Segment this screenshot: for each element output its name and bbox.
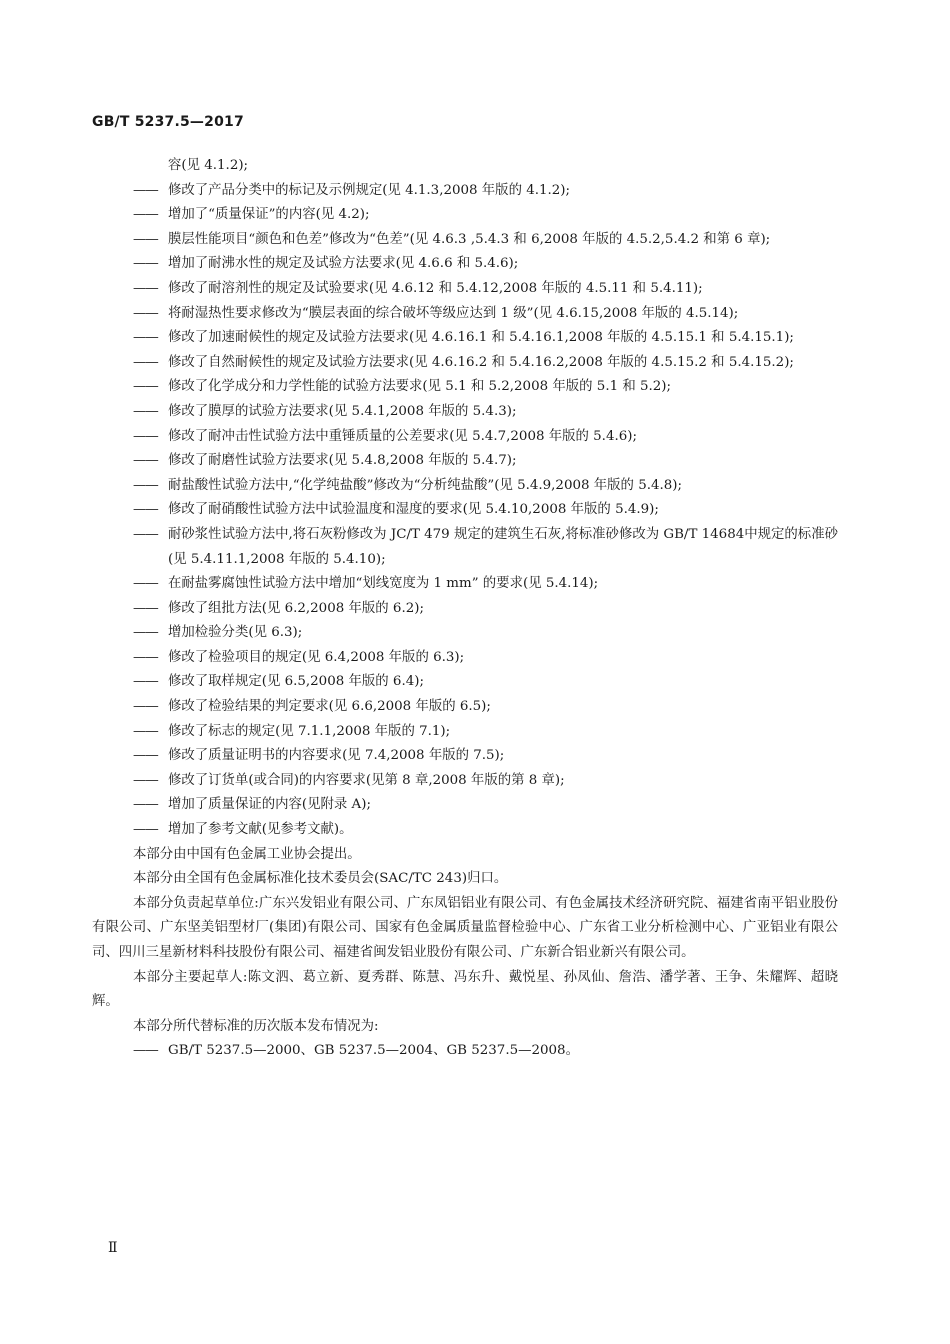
- dash-mark: ——: [133, 403, 158, 419]
- change-item: [133, 670, 838, 695]
- change-item: [133, 425, 838, 450]
- paragraph-proposer: 本部分由中国有色金属工业协会提出。: [133, 846, 361, 862]
- change-item: [133, 744, 838, 769]
- change-text: 修改了组批方法(见 6.2,2008 年版的 6.2);: [168, 600, 424, 616]
- dash-mark: ——: [133, 256, 158, 272]
- dash-mark: ——: [133, 625, 158, 641]
- dash-mark: ——: [133, 822, 158, 838]
- change-item: [133, 203, 838, 228]
- change-item: [133, 474, 838, 499]
- change-item: [133, 769, 838, 794]
- dash-mark: ——: [133, 453, 158, 469]
- change-item: [133, 228, 838, 253]
- dash-mark: ——: [133, 305, 158, 321]
- dash-mark: ——: [133, 526, 158, 542]
- change-item: [133, 572, 838, 597]
- change-text: 修改了检验项目的规定(见 6.4,2008 年版的 6.3);: [168, 649, 465, 665]
- dash-mark: ——: [133, 280, 158, 296]
- change-item: [133, 400, 838, 425]
- change-item: [133, 720, 838, 745]
- change-text: 修改了化学成分和力学性能的试验方法要求(见 5.1 和 5.2,2008 年版的 5.1 和 5.2);: [168, 379, 672, 395]
- change-item: [133, 818, 838, 843]
- dash-mark: ——: [133, 354, 158, 370]
- change-text: 修改了质量证明书的内容要求(见 7.4,2008 年版的 7.5);: [168, 748, 505, 764]
- dash-mark: ——: [133, 699, 158, 715]
- change-item: [133, 252, 838, 277]
- lead-continuation: 容(见 4.1.2);: [168, 158, 249, 173]
- dash-mark: ——: [133, 797, 158, 813]
- dash-mark: ——: [133, 674, 158, 690]
- standard-code-header: GB/T 5237.5—2017: [92, 114, 244, 130]
- dash-mark: ——: [133, 772, 158, 788]
- change-text: 修改了取样规定(见 6.5,2008 年版的 6.4);: [168, 674, 424, 690]
- dash-mark: ——: [133, 231, 158, 247]
- history-text: GB/T 5237.5—2000、GB 5237.5—2004、GB 5237.5—2008。: [168, 1043, 579, 1059]
- change-text: 修改了订货单(或合同)的内容要求(见第 8 章,2008 年版的第 8 章);: [168, 772, 565, 788]
- dash-mark: ——: [133, 428, 158, 444]
- dash-mark: ——: [133, 748, 158, 764]
- change-text: 修改了产品分类中的标记及示例规定(见 4.1.3,2008 年版的 4.1.2);: [168, 182, 571, 198]
- change-item: [133, 449, 838, 474]
- change-item: [133, 793, 838, 818]
- paragraph-drafters: 本部分主要起草人:陈文泗、葛立新、夏秀群、陈慧、冯东升、戴悦星、孙凤仙、詹浩、潘学著、王争、朱耀辉、超晓辉。: [92, 969, 838, 1010]
- change-text: 增加了质量保证的内容(见附录 A);: [168, 797, 371, 813]
- page-number: Ⅱ: [108, 1240, 118, 1256]
- change-text: 增加检验分类(见 6.3);: [168, 625, 303, 641]
- change-item: [133, 621, 838, 646]
- change-item: [133, 523, 838, 572]
- change-item: [133, 597, 838, 622]
- change-text: 修改了耐硝酸性试验方法中试验温度和湿度的要求(见 5.4.10,2008 年版的 5.4.9);: [168, 502, 659, 518]
- change-item: [133, 277, 838, 302]
- dash-mark: ——: [133, 182, 158, 198]
- change-text: 将耐湿热性要求修改为“膜层表面的综合破坏等级应达到 1 级”(见 4.6.15,2008 年版的 4.5.14);: [168, 305, 739, 321]
- dash-mark: ——: [133, 502, 158, 518]
- dash-mark: ——: [133, 1043, 158, 1059]
- change-item: [133, 375, 838, 400]
- change-text: 修改了检验结果的判定要求(见 6.6,2008 年版的 6.5);: [168, 699, 491, 715]
- change-item: [133, 351, 838, 376]
- paragraph-drafting-units: 本部分负责起草单位:广东兴发铝业有限公司、广东凤铝铝业有限公司、有色金属技术经济研究院、福建省南平铝业股份有限公司、广东坚美铝型材厂(集团)有限公司、国家有色金属质量监督检验中心、广东省工业分析检测中心、广亚铝业有限公司、四川三星新材料科技股份有限公司、福建省闽发铝业股份有限公司、广东新合铝业新兴有限公司。: [92, 895, 838, 960]
- change-text: 耐盐酸性试验方法中,“化学纯盐酸”修改为“分析纯盐酸”(见 5.4.9,2008 年版的 5.4.8);: [168, 477, 683, 493]
- change-text: 在耐盐雾腐蚀性试验方法中增加“划线宽度为 1 mm” 的要求(见 5.4.14);: [168, 576, 599, 592]
- change-text: 修改了自然耐候性的规定及试验方法要求(见 4.6.16.2 和 5.4.16.2,2008 年版的 4.5.15.2 和 5.4.15.2);: [168, 354, 794, 370]
- dash-mark: ——: [133, 207, 158, 223]
- change-item: [133, 302, 838, 327]
- change-item: [133, 646, 838, 671]
- paragraph-committee: 本部分由全国有色金属标准化技术委员会(SAC/TC 243)归口。: [133, 871, 508, 887]
- paragraph-history-intro: 本部分所代替标准的历次版本发布情况为:: [133, 1018, 379, 1034]
- change-item: [133, 695, 838, 720]
- change-item: [133, 498, 838, 523]
- dash-mark: ——: [133, 649, 158, 665]
- change-text: 修改了耐磨性试验方法要求(见 5.4.8,2008 年版的 5.4.7);: [168, 453, 517, 469]
- change-text: 耐砂浆性试验方法中,将石灰粉修改为 JC/T 479 规定的建筑生石灰,将标准砂修改为 GB/T 14684中规定的标准砂(见 5.4.11.1,2008 年版的 5.4.10);: [168, 526, 838, 567]
- dash-mark: ——: [133, 600, 158, 616]
- change-text: 膜层性能项目“颜色和色差”修改为“色差”(见 4.6.3 ,5.4.3 和 6,2008 年版的 4.5.2,5.4.2 和第 6 章);: [168, 231, 771, 247]
- change-text: 修改了耐冲击性试验方法中重锤质量的公差要求(见 5.4.7,2008 年版的 5.4.6);: [168, 428, 637, 444]
- document-body: [92, 154, 838, 1064]
- change-text: 修改了加速耐候性的规定及试验方法要求(见 4.6.16.1 和 5.4.16.1,2008 年版的 4.5.15.1 和 5.4.15.1);: [168, 330, 794, 346]
- change-text: 修改了膜厚的试验方法要求(见 5.4.1,2008 年版的 5.4.3);: [168, 403, 517, 419]
- change-text: 增加了“质量保证”的内容(见 4.2);: [168, 207, 370, 223]
- dash-mark: ——: [133, 330, 158, 346]
- change-text: 增加了参考文献(见参考文献)。: [168, 822, 353, 838]
- change-text: 修改了耐溶剂性的规定及试验要求(见 4.6.12 和 5.4.12,2008 年版的 4.5.11 和 5.4.11);: [168, 280, 703, 296]
- change-text: 修改了标志的规定(见 7.1.1,2008 年版的 7.1);: [168, 723, 451, 739]
- change-item: [133, 179, 838, 204]
- dash-mark: ——: [133, 379, 158, 395]
- history-item: [133, 1039, 838, 1064]
- dash-mark: ——: [133, 576, 158, 592]
- dash-mark: ——: [133, 723, 158, 739]
- change-item: [133, 326, 838, 351]
- change-text: 增加了耐沸水性的规定及试验方法要求(见 4.6.6 和 5.4.6);: [168, 256, 519, 272]
- dash-mark: ——: [133, 477, 158, 493]
